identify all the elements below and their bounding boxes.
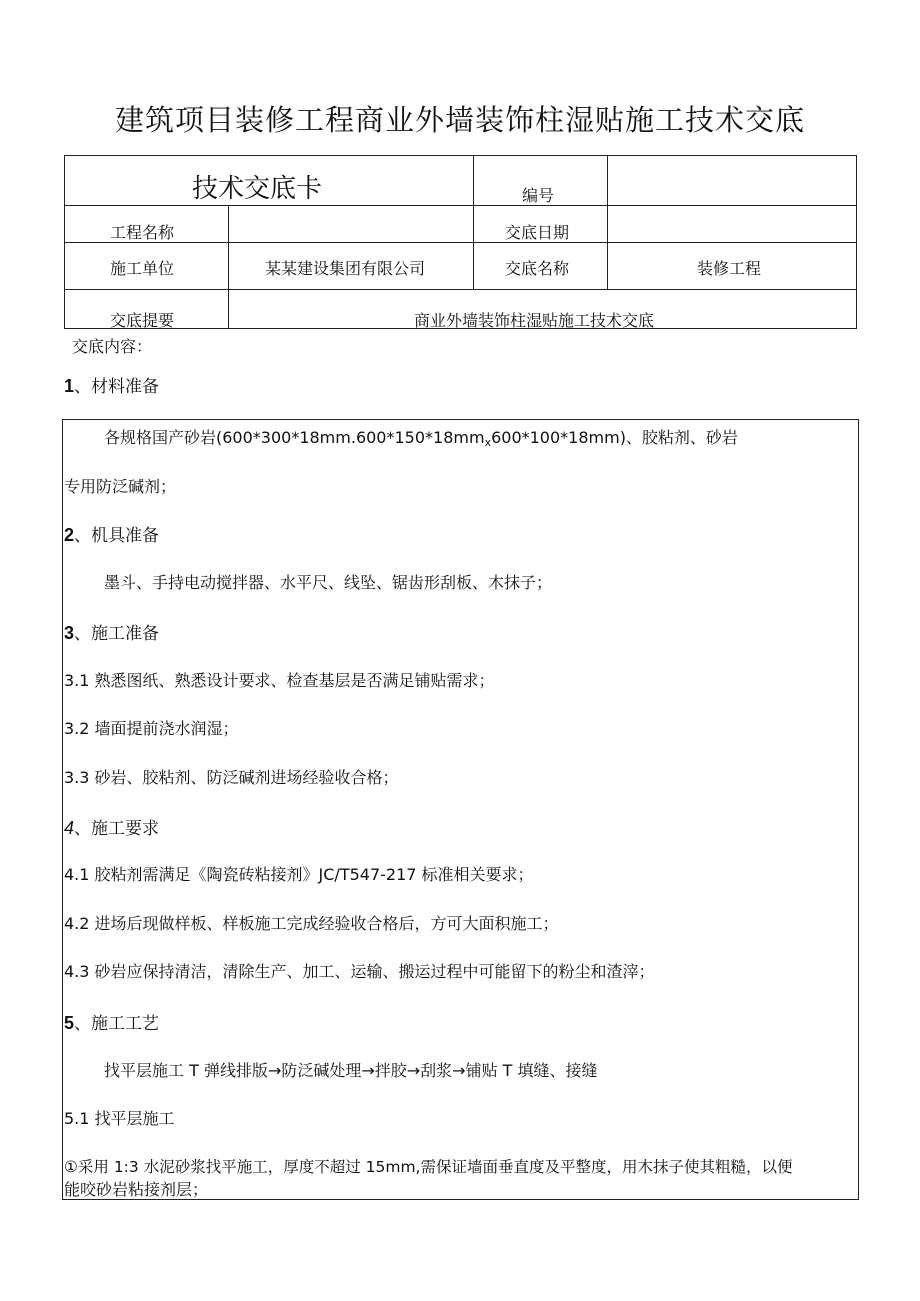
table-col-divider <box>228 205 229 328</box>
item-4-1: 4.1 胶粘剂需满足《陶瓷砖粘接剂》JC/T547-217 标准相关要求； <box>64 865 534 884</box>
section-title: 、材料准备 <box>74 377 160 397</box>
number-label: 编号 <box>522 186 555 205</box>
disclosure-name-label: 交底名称 <box>505 259 570 278</box>
section-3-heading <box>64 619 159 644</box>
section-title: 、施工准备 <box>74 624 160 644</box>
item-4-3: 4.3 砂岩应保持清洁，清除生产、加工、运输、搬运过程中可能留下的粉尘和渣滓； <box>64 962 655 981</box>
document-title: 建筑项目装修工程商业外墙装饰柱湿贴施工技术交底 <box>114 103 805 137</box>
content-box-left <box>62 419 63 1199</box>
section-title: 、机具准备 <box>74 526 160 546</box>
section-title: 、施工工艺 <box>74 1014 160 1034</box>
item-3-1: 3.1 熟悉图纸、熟悉设计要求、检查基层是否满足铺贴需求； <box>64 671 495 690</box>
material-list-separator: x <box>484 436 492 449</box>
section-number: 3 <box>64 623 75 643</box>
disclosure-name-value: 装修工程 <box>697 259 762 278</box>
section-4-heading <box>64 814 159 839</box>
item-3-2: 3.2 墙面提前浇水润湿； <box>64 719 239 738</box>
material-list-part: 600*100*18mm)、胶粘剂、砂岩 <box>491 428 738 447</box>
process-flow: 找平层施工 T 弹线排版→防泛碱处理→拌胶→刮浆→铺贴 T 填缝、接缝 <box>104 1061 598 1080</box>
summary-value: 商业外墙装饰柱湿贴施工技术交底 <box>414 311 655 330</box>
tools-list: 墨斗、手持电动搅拌器、水平尺、线坠、锯齿形刮板、木抹子； <box>104 573 553 592</box>
table-col-divider <box>607 155 608 289</box>
table-row-divider <box>64 205 857 206</box>
section-2-heading <box>64 521 159 546</box>
table-row-divider <box>64 289 857 290</box>
table-col-divider <box>473 155 474 289</box>
table-border-right <box>856 155 857 328</box>
content-box-top <box>62 419 859 420</box>
content-intro-label: 交底内容： <box>72 337 153 356</box>
date-label: 交底日期 <box>505 223 570 242</box>
content-box-right <box>858 419 859 1199</box>
table-border-top <box>64 155 857 156</box>
unit-value: 某某建设集团有限公司 <box>265 259 426 278</box>
section-title: 、施工要求 <box>74 819 160 839</box>
table-border-left <box>64 155 65 328</box>
section-number: 5 <box>64 1013 75 1033</box>
project-name-label: 工程名称 <box>110 223 175 242</box>
card-title: 技术交底卡 <box>192 174 323 204</box>
section-number: 2 <box>64 525 75 545</box>
material-list-part: 各规格国产砂岩(600*300*18mm.600*150*18mm <box>104 428 485 447</box>
section-5-heading <box>64 1009 159 1034</box>
material-list-line-2: 专用防泛碱剂； <box>64 477 177 496</box>
summary-label: 交底提要 <box>110 311 175 330</box>
table-row-divider <box>64 242 857 243</box>
section-number: 1 <box>64 376 75 396</box>
section-number: 4 <box>64 818 75 838</box>
material-list-line <box>104 425 738 449</box>
section-1-heading <box>64 372 159 397</box>
item-5-1: 5.1 找平层施工 <box>64 1109 175 1128</box>
item-4-2: 4.2 进场后现做样板、样板施工完成经验收合格后，方可大面积施工； <box>64 914 559 933</box>
item-3-3: 3.3 砂岩、胶粘剂、防泛碱剂进场经验收合格； <box>64 768 399 787</box>
unit-label: 施工单位 <box>110 259 175 278</box>
item-5-1-step-1-line-1: ①采用 1:3 水泥砂浆找平施工，厚度不超过 15mm,需保证墙面垂直度及平整度，用木抹子使其粗糙，以便 <box>64 1158 793 1176</box>
item-5-1-step-1-line-2: 能咬砂岩粘接剂层； <box>64 1180 209 1199</box>
